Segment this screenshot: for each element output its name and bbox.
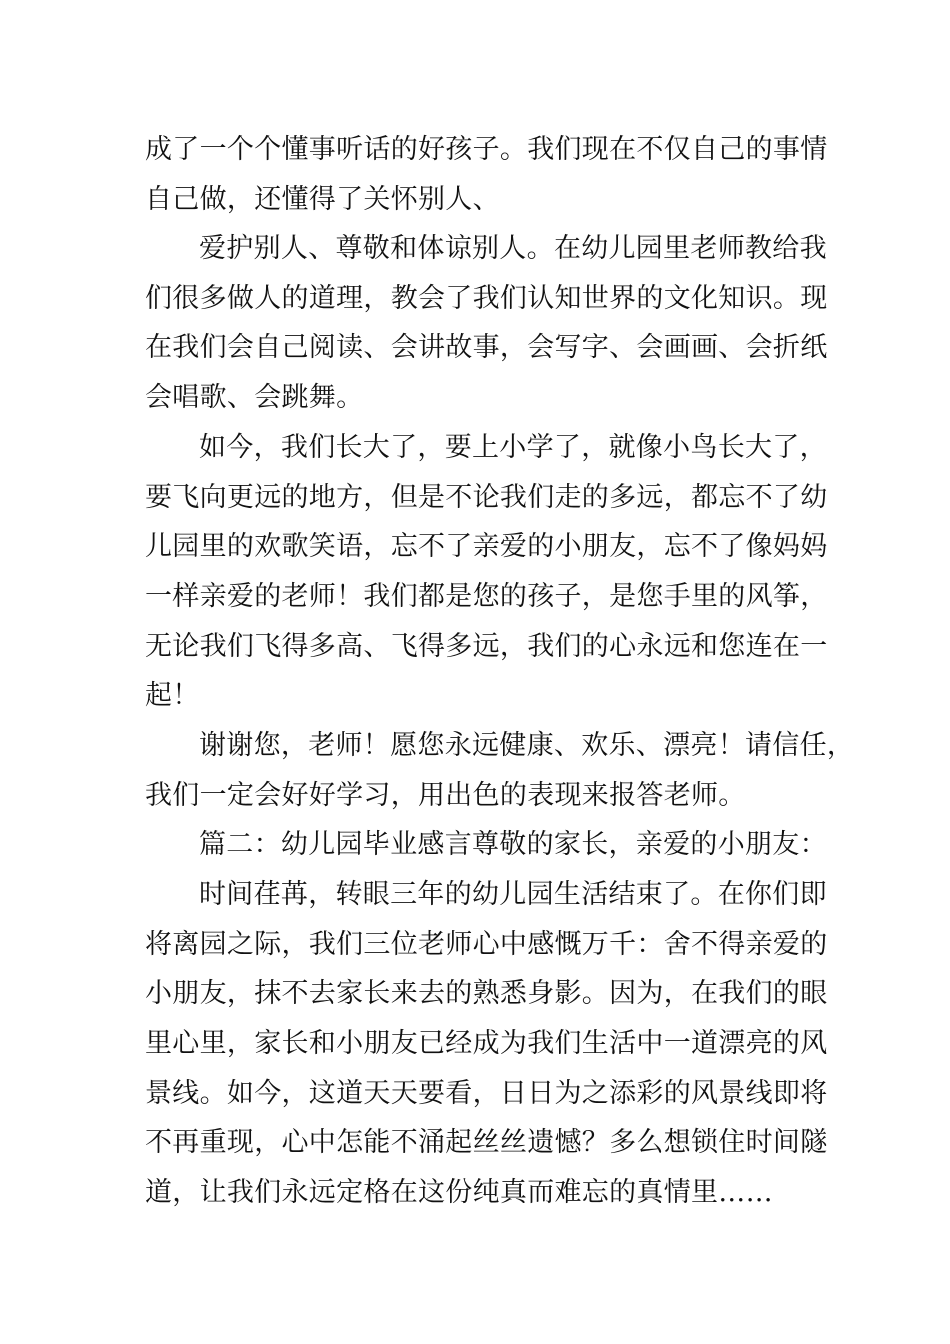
text-line: 起！ xyxy=(145,680,200,711)
text-line: 不再重现，心中怎能不涌起丝丝遗憾？多么想锁住时间隧 xyxy=(145,1127,828,1158)
section-heading: 篇二：幼儿园毕业感言尊敬的家长，亲爱的小朋友： xyxy=(199,829,827,860)
paragraph-first-line: 时间荏苒，转眼三年的幼儿园生活结束了。在你们即 xyxy=(199,879,827,910)
text-line: 要飞向更远的地方，但是不论我们走的多远，都忘不了幼 xyxy=(145,482,828,513)
text-line: 无论我们飞得多高、飞得多远，我们的心永远和您连在一 xyxy=(145,631,828,662)
text-line: 景线。如今，这道天天要看，日日为之添彩的风景线即将 xyxy=(145,1078,828,1109)
text-line: 们很多做人的道理，教会了我们认知世界的文化知识。现 xyxy=(145,283,828,314)
text-line: 成了一个个懂事听话的好孩子。我们现在不仅自己的事情 xyxy=(145,134,828,165)
text-line: 在我们会自己阅读、会讲故事，会写字、会画画、会折纸 xyxy=(145,332,828,363)
text-line: 儿园里的欢歌笑语，忘不了亲爱的小朋友，忘不了像妈妈 xyxy=(145,531,828,562)
text-line: 里心里，家长和小朋友已经成为我们生活中一道漂亮的风 xyxy=(145,1028,828,1059)
text-line: 将离园之际，我们三位老师心中感慨万千：舍不得亲爱的 xyxy=(145,929,828,960)
text-line: 会唱歌、会跳舞。 xyxy=(145,382,364,413)
text-line: 道，让我们永远定格在这份纯真而难忘的真情里…… xyxy=(145,1177,773,1208)
text-line: 小朋友，抹不去家长来去的熟悉身影。因为，在我们的眼 xyxy=(145,978,828,1009)
text-line: 自己做，还懂得了关怀别人、 xyxy=(145,184,500,215)
text-line: 我们一定会好好学习，用出色的表现来报答老师。 xyxy=(145,780,746,811)
paragraph-first-line: 爱护别人、尊敬和体谅别人。在幼儿园里老师教给我 xyxy=(199,233,827,264)
text-line: 一样亲爱的老师！我们都是您的孩子，是您手里的风筝， xyxy=(145,581,828,612)
paragraph-first-line: 谢谢您，老师！愿您永远健康、欢乐、漂亮！请信任， xyxy=(199,730,855,761)
paragraph-first-line: 如今，我们长大了，要上小学了，就像小鸟长大了， xyxy=(199,432,827,463)
